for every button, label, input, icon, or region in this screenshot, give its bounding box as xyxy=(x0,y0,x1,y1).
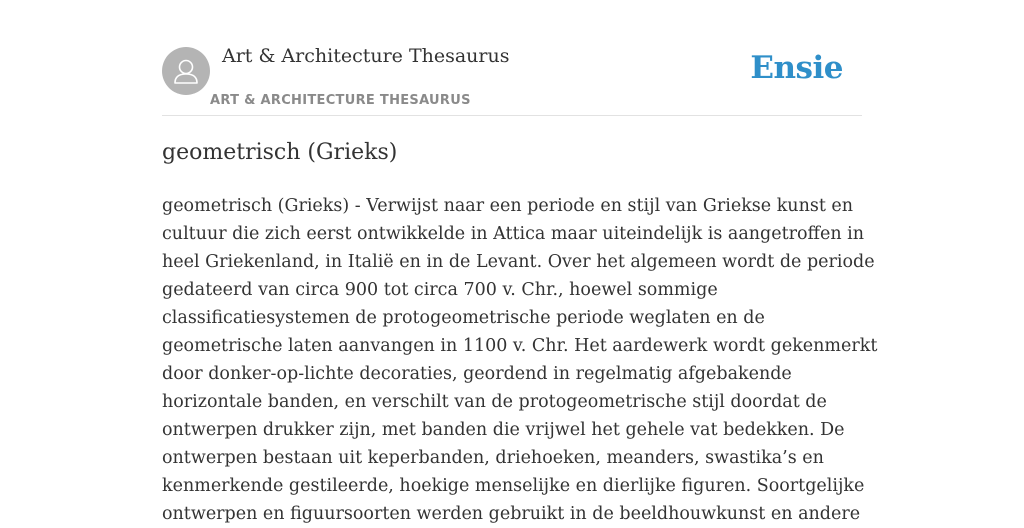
source-subtitle[interactable]: ART & ARCHITECTURE THESAURUS xyxy=(210,93,471,108)
user-icon[interactable] xyxy=(162,47,210,95)
body-line: horizontale banden, en verschilt van de protogeometrische stijl doordat de xyxy=(162,392,827,412)
source-title[interactable]: Art & Architecture Thesaurus xyxy=(222,45,510,67)
body-line: gedateerd van circa 900 tot circa 700 v. Chr., hoewel sommige xyxy=(162,280,718,300)
body-line: heel Griekenland, in Italië en in de Levant. Over het algemeen wordt de periode xyxy=(162,252,875,272)
body-line: ontwerpen en figuursoorten werden gebruikt in de beeldhouwkunst en andere xyxy=(162,504,861,524)
body-line: geometrische laten aanvangen in 1100 v. Chr. Het aardewerk wordt gekenmerkt xyxy=(162,336,878,356)
body-line: kenmerkende gestileerde, hoekige menselijke en dierlijke figuren. Soortgelijke xyxy=(162,476,865,496)
header xyxy=(162,0,862,116)
page-title: geometrisch (Grieks) xyxy=(162,140,398,165)
body-line: classificatiesystemen de protogeometrische periode weglaten en de xyxy=(162,308,765,328)
body-line: ontwerpen bestaan uit keperbanden, driehoeken, meanders, swastika’s en xyxy=(162,448,824,468)
ensie-logo[interactable]: Ensie xyxy=(750,50,843,86)
body-line: ontwerpen drukker zijn, met banden die vrijwel het gehele vat bedekken. De xyxy=(162,420,845,440)
content-container xyxy=(162,0,878,524)
body-line: geometrisch (Grieks) - Verwijst naar een periode en stijl van Griekse kunst en xyxy=(162,196,854,216)
body-line: cultuur die zich eerst ontwikkelde in Attica maar uiteindelijk is aangetroffen in xyxy=(162,224,865,244)
body-line: door donker-op-lichte decoraties, geordend in regelmatig afgebakende xyxy=(162,364,792,384)
article-body xyxy=(162,192,878,528)
